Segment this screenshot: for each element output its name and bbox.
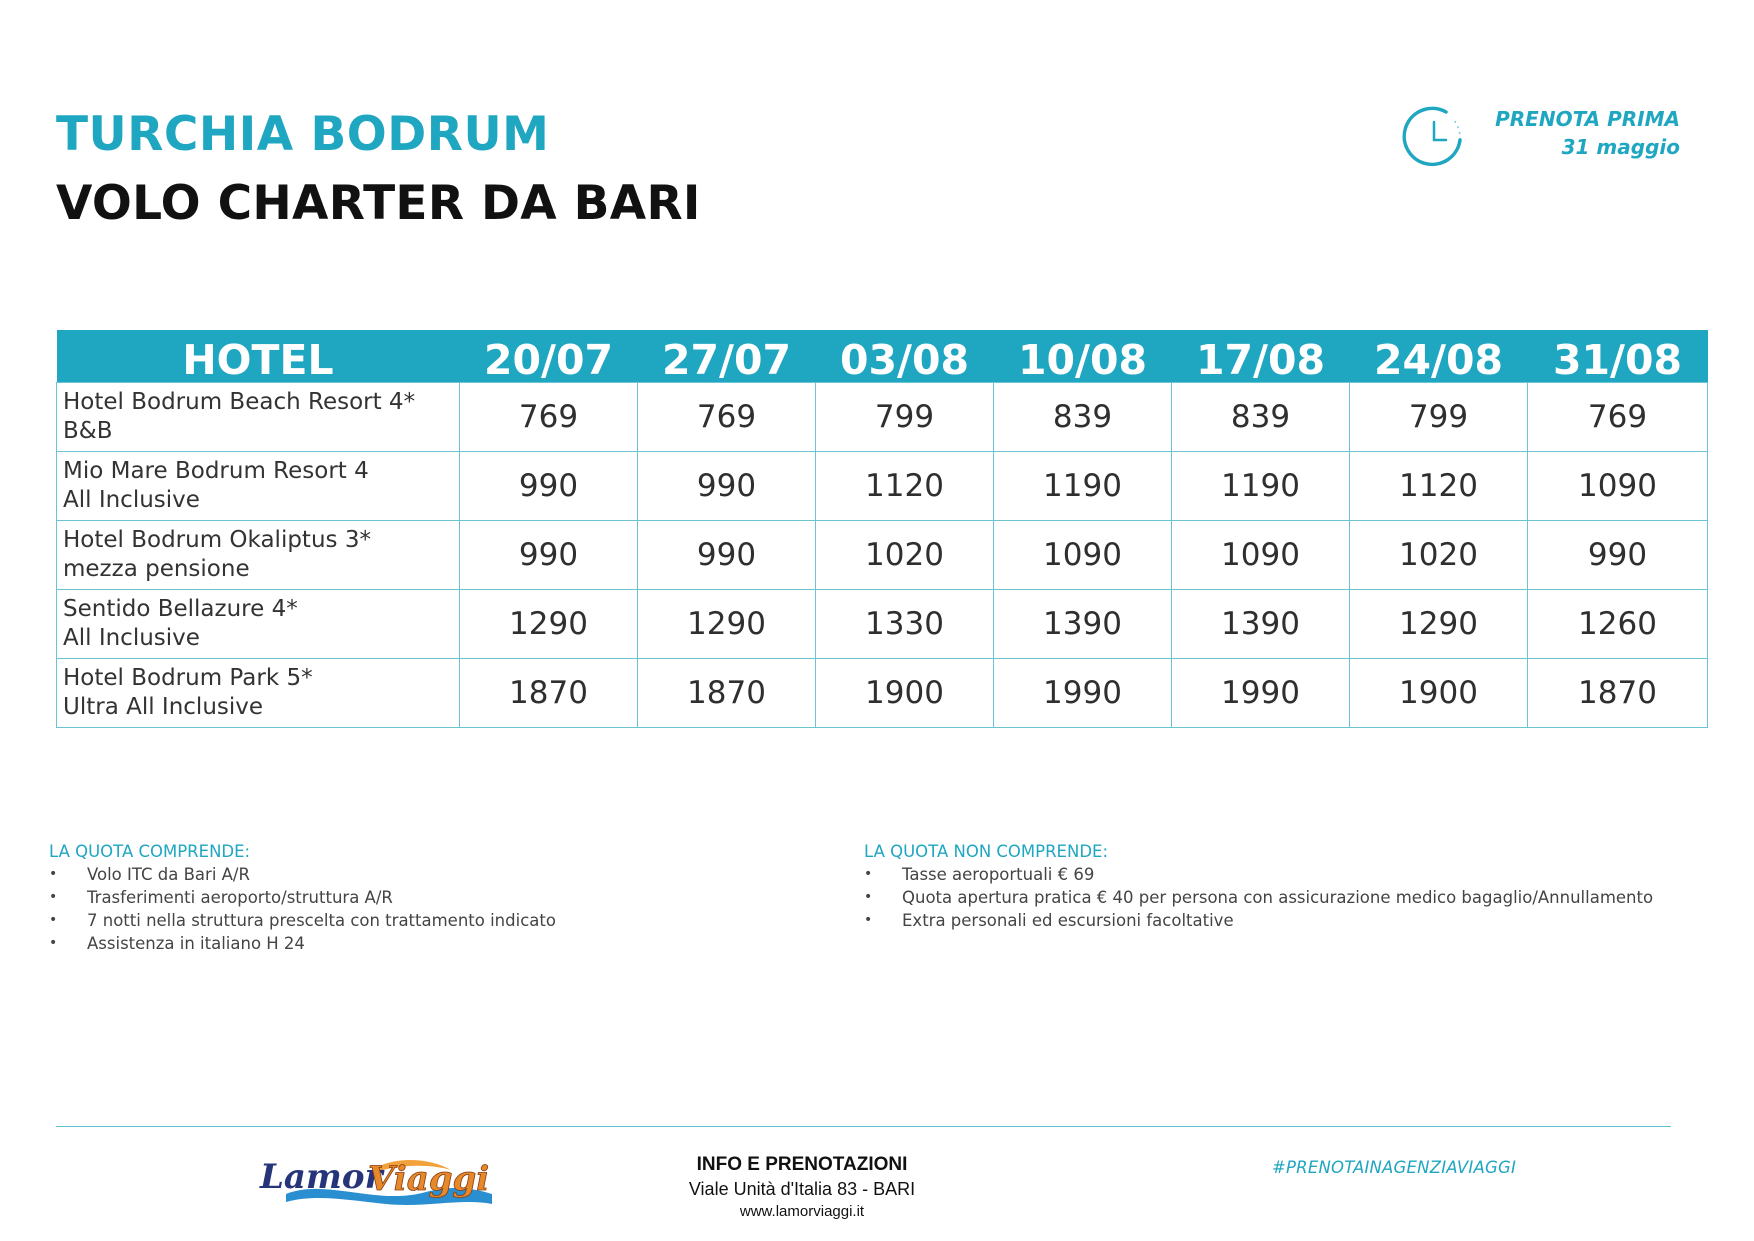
bullet-icon: • (49, 866, 58, 882)
excludes-list (864, 863, 1684, 932)
hotel-board: B&B (63, 418, 113, 444)
price-cell: 839 (994, 383, 1172, 452)
bullet-icon: • (49, 912, 58, 928)
price-cell: 1260 (1528, 590, 1708, 659)
hotel-board: All Inclusive (63, 625, 200, 651)
price-cell: 990 (638, 521, 816, 590)
table-row (57, 659, 1708, 728)
price-cell: 1090 (994, 521, 1172, 590)
price-cell: 1290 (1350, 590, 1528, 659)
price-cell: 1900 (816, 659, 994, 728)
list-item (864, 909, 1684, 932)
price-cell: 1290 (638, 590, 816, 659)
website-link[interactable]: www.lamorviaggi.it (739, 1203, 865, 1220)
excludes-title: LA QUOTA NON COMPRENDE: (864, 842, 1109, 861)
includes-title: LA QUOTA COMPRENDE: (49, 842, 251, 861)
svg-text:Lamor: Lamor (260, 1157, 383, 1197)
column-header-date: 24/08 (1350, 330, 1528, 383)
table-row (57, 452, 1708, 521)
includes-section (49, 840, 869, 955)
column-header-date: 31/08 (1528, 330, 1708, 383)
price-cell: 769 (638, 383, 816, 452)
hotel-cell (57, 521, 460, 590)
price-cell: 990 (460, 452, 638, 521)
column-header-date: 10/08 (994, 330, 1172, 383)
price-cell: 1020 (816, 521, 994, 590)
price-cell: 1870 (638, 659, 816, 728)
list-item-text: Tasse aeroportuali € 69 (902, 865, 1095, 884)
list-item (49, 932, 869, 955)
bullet-icon: • (864, 866, 873, 882)
includes-list (49, 863, 869, 955)
page-title: TURCHIA BODRUM (56, 107, 550, 162)
column-header-date: 20/07 (460, 330, 638, 383)
price-cell: 1870 (460, 659, 638, 728)
hotel-name: Mio Mare Bodrum Resort 4 (63, 458, 369, 484)
price-table (56, 330, 1708, 728)
column-header-date: 03/08 (816, 330, 994, 383)
hotel-cell (57, 659, 460, 728)
list-item-text: 7 notti nella struttura prescelta con trattamento indicato (87, 911, 556, 930)
excludes-section (864, 840, 1684, 932)
promo-badge-date: 31 maggio (1561, 135, 1680, 159)
list-item-text: Extra personali ed escursioni facoltative (902, 911, 1234, 930)
list-item (49, 886, 869, 909)
price-cell: 1900 (1350, 659, 1528, 728)
hotel-cell (57, 452, 460, 521)
price-cell: 769 (460, 383, 638, 452)
hotel-board: All Inclusive (63, 487, 200, 513)
price-cell: 1090 (1172, 521, 1350, 590)
price-cell: 769 (1528, 383, 1708, 452)
price-cell: 1090 (1528, 452, 1708, 521)
hotel-cell (57, 383, 460, 452)
price-cell: 1390 (994, 590, 1172, 659)
list-item (49, 909, 869, 932)
hotel-cell (57, 590, 460, 659)
hotel-name: Sentido Bellazure 4* (63, 596, 298, 622)
svg-text:Viaggi: Viaggi (368, 1159, 490, 1199)
bullet-icon: • (49, 889, 58, 905)
hotel-board: mezza pensione (63, 556, 250, 582)
price-cell: 799 (1350, 383, 1528, 452)
price-cell: 1990 (994, 659, 1172, 728)
column-header-date: 17/08 (1172, 330, 1350, 383)
price-cell: 1120 (816, 452, 994, 521)
price-cell: 1290 (460, 590, 638, 659)
price-cell: 1120 (1350, 452, 1528, 521)
price-cell: 1990 (1172, 659, 1350, 728)
table-row (57, 383, 1708, 452)
price-cell: 1390 (1172, 590, 1350, 659)
price-cell: 990 (1528, 521, 1708, 590)
list-item-text: Assistenza in italiano H 24 (87, 934, 305, 953)
price-cell: 799 (816, 383, 994, 452)
list-item-text: Quota apertura pratica € 40 per persona con assicurazione medico bagaglio/Annullamento (902, 888, 1654, 907)
table-header-row (57, 330, 1708, 383)
promo-badge-title: PRENOTA PRIMA (1495, 107, 1680, 131)
footer-divider (56, 1126, 1671, 1127)
price-cell: 839 (1172, 383, 1350, 452)
bullet-icon: • (864, 912, 873, 928)
price-cell: 1870 (1528, 659, 1708, 728)
list-item (864, 863, 1684, 886)
price-cell: 1190 (1172, 452, 1350, 521)
price-cell: 990 (638, 452, 816, 521)
hotel-name: Hotel Bodrum Okaliptus 3* (63, 527, 371, 553)
list-item (864, 886, 1684, 909)
price-cell: 1190 (994, 452, 1172, 521)
price-cell: 1020 (1350, 521, 1528, 590)
hotel-name: Hotel Bodrum Beach Resort 4* (63, 389, 416, 415)
list-item-text: Trasferimenti aeroporto/struttura A/R (87, 888, 393, 907)
hotel-board: Ultra All Inclusive (63, 694, 264, 720)
table-row (57, 590, 1708, 659)
bullet-icon: • (864, 889, 873, 905)
lamorviaggi-logo (256, 1148, 496, 1208)
page-subtitle: VOLO CHARTER DA BARI (56, 176, 701, 231)
list-item (49, 863, 869, 886)
hotel-name: Hotel Bodrum Park 5* (63, 665, 313, 691)
list-item-text: Volo ITC da Bari A/R (87, 865, 250, 884)
price-cell: 990 (460, 521, 638, 590)
info-title: INFO E PRENOTAZIONI (696, 1154, 908, 1175)
column-header-date: 27/07 (638, 330, 816, 383)
column-header-hotel: HOTEL (57, 330, 460, 383)
bullet-icon: • (49, 935, 58, 951)
clock-icon (1402, 104, 1466, 168)
hashtag: #PRENOTAINAGENZIAVIAGGI (1272, 1158, 1517, 1177)
price-cell: 1330 (816, 590, 994, 659)
agency-address: Viale Unità d'Italia 83 - BARI (688, 1179, 916, 1199)
table-row (57, 521, 1708, 590)
